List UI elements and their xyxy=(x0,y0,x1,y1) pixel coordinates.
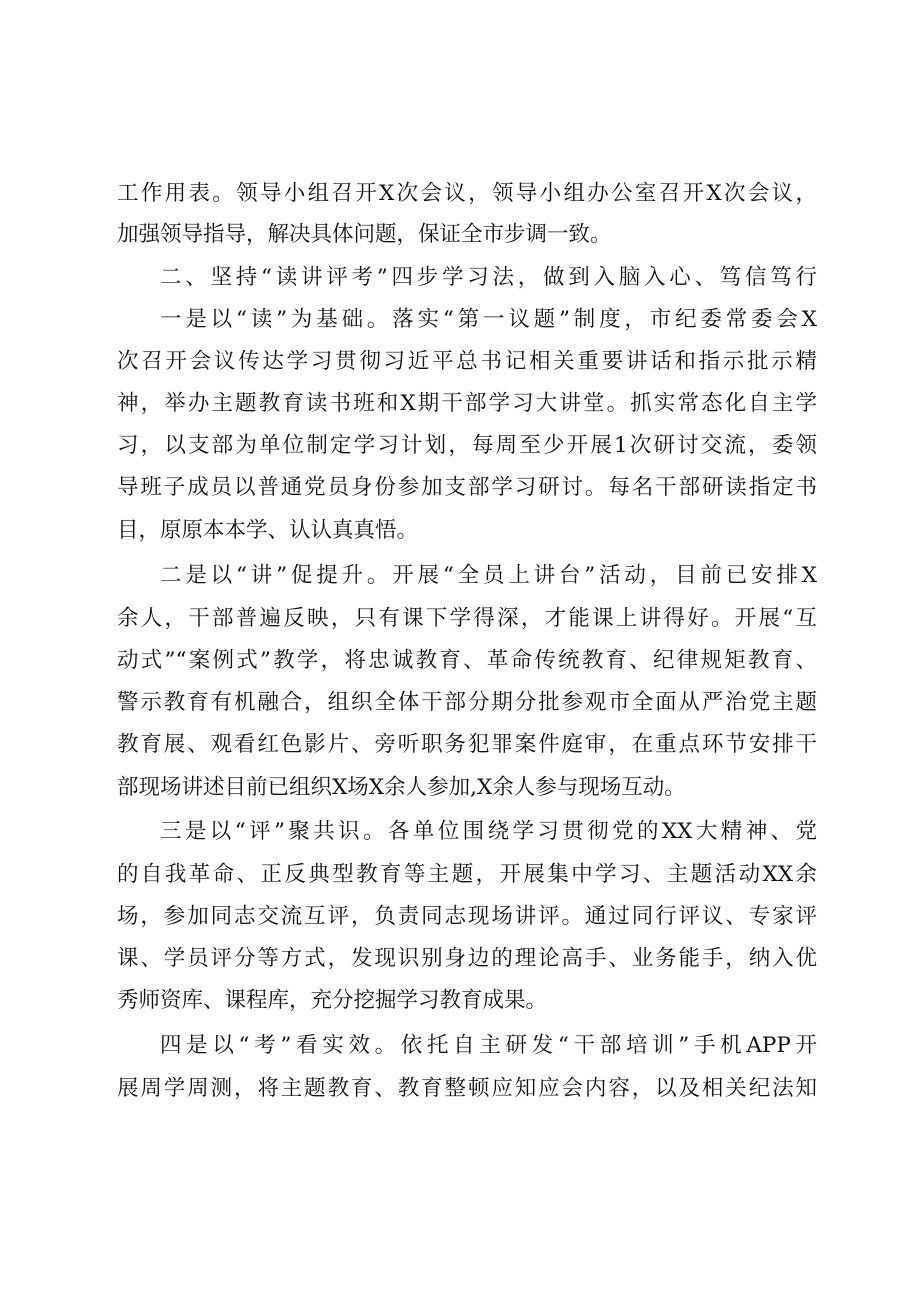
text-line: 展周学周测，将主题教育、教育整顿应知应会内容，以及相关纪法知 xyxy=(117,1076,817,1101)
text-line: 一是以“读”为基础。落实“第一议题”制度，市纪委常委会X xyxy=(160,307,817,332)
text-line: 加强领导指导，解决具体问题，保证全市步调一致。 xyxy=(117,222,612,247)
section-heading: 二、坚持“读讲评考”四步学习法，做到入脑入心、笃信笃行 xyxy=(160,265,817,290)
text-line: 课、学员评分等方式，发现识别身边的理论高手、业务能手，纳入优 xyxy=(117,946,817,971)
text-line: 三是以“评”聚共识。各单位围绕学习贯彻党的XX大精神、党 xyxy=(160,819,817,844)
text-line: 次召开会议传达学习贯彻习近平总书记相关重要讲话和指示批示精 xyxy=(117,349,817,374)
text-line: 目，原原本本学、认认真真悟。 xyxy=(117,518,419,543)
text-line: 导班子成员以普通党员身份参加支部学习研讨。每名干部研读指定书 xyxy=(117,475,817,500)
text-line: 场，参加同志交流互评，负责同志现场讲评。通过同行评议、专家评 xyxy=(117,904,817,929)
text-line: 神，举办主题教育读书班和X期干部学习大讲堂。抓实常态化自主学 xyxy=(117,391,817,416)
text-line: 警示教育有机融合，组织全体干部分期分批参观市全面从严治党主题 xyxy=(117,690,817,715)
text-line: 的自我革命、正反典型教育等主题，开展集中学习、主题活动XX余 xyxy=(117,862,817,887)
text-line: 习，以支部为单位制定学习计划，每周至少开展1次研讨交流，委领 xyxy=(117,433,817,458)
text-line: 二是以“讲”促提升。开展“全员上讲台”活动，目前已安排X xyxy=(160,563,817,588)
text-line: 教育展、观看红色影片、旁听职务犯罪案件庭审，在重点环节安排干 xyxy=(117,732,817,757)
text-line: 秀师资库、课程库，充分挖掘学习教育成果。 xyxy=(117,988,548,1013)
text-line: 部现场讲述目前已组织X场X余人参加,X余人参与现场互动。 xyxy=(117,775,686,800)
text-line: 工作用表。领导小组召开X次会议，领导小组办公室召开X次会议， xyxy=(117,181,817,206)
text-line: 四是以“考”看实效。依托自主研发“干部培训”手机APP开 xyxy=(160,1033,817,1058)
text-line: 动式”“案例式”教学，将忠诚教育、革命传统教育、纪律规矩教育、 xyxy=(117,648,817,673)
text-line: 余人，干部普遍反映，只有课下学得深，才能课上讲得好。开展“互 xyxy=(117,606,817,631)
